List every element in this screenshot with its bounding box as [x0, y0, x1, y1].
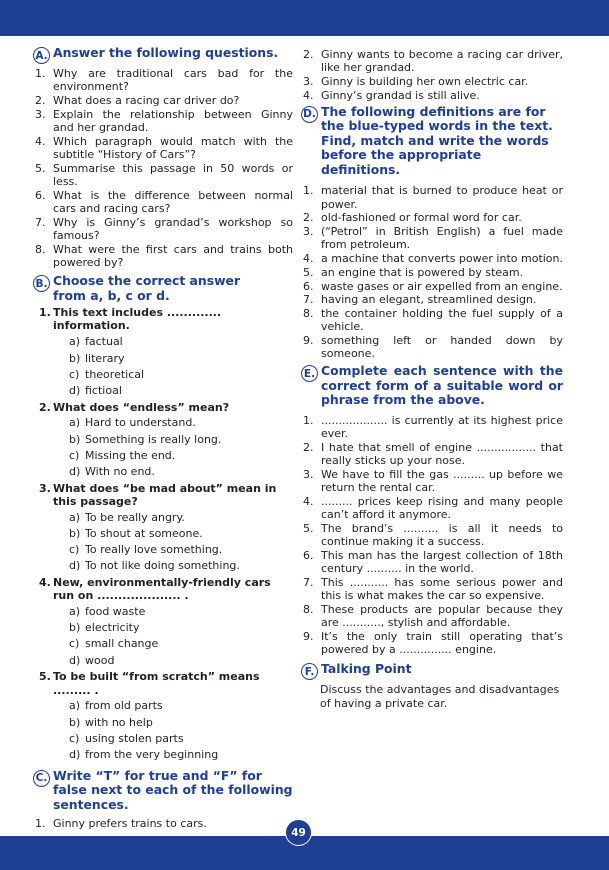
mcq-question: 1. This text includes ............. information.: [39, 306, 222, 333]
section-b-heading: [33, 274, 293, 303]
list-item: 6. What is the difference between normal cars and racing cars?: [35, 188, 293, 215]
list-item: 5. an engine that is powered by steam.: [303, 265, 524, 279]
section-a-title: Answer the following questions.: [53, 45, 279, 60]
mcq-question: 3. What does “be mad about” mean in this passage?: [39, 481, 277, 508]
list-item: 7. This ........... has some serious power and this is what makes the car so expensive.: [303, 575, 563, 603]
mcq-option: d) With no end.: [69, 464, 155, 478]
mcq-option: b) To shout at someone.: [69, 526, 203, 540]
mcq-option: a) from old parts: [69, 699, 163, 713]
list-item: 4. a machine that converts power into motion.: [303, 252, 564, 266]
section-e-sentences: [301, 414, 563, 656]
list-item: 4. Which paragraph would match with the subtitle “History of Cars”?: [35, 134, 293, 161]
mcq-option: d) wood: [69, 653, 115, 667]
list-item: 1. material that is burned to produce heat or power.: [303, 184, 563, 211]
list-item: 2. I hate that smell of engine ................. that really sticks up your nose.: [303, 440, 563, 468]
mcq-option: b) with no help: [69, 715, 153, 729]
list-item: 1. Why are traditional cars bad for the environment?: [35, 67, 293, 94]
list-item: 3. Ginny is building her own electric car.: [303, 74, 529, 88]
mcq-option: c) using stolen parts: [69, 731, 184, 745]
mcq-option: b) electricity: [69, 621, 140, 635]
section-c-statements-continued: [301, 48, 563, 102]
list-item: 8. the container holding the fuel supply of a vehicle.: [303, 306, 563, 334]
list-item: 7. Why is Ginny’s grandad’s workshop so famous?: [35, 215, 293, 242]
section-b-badge: B.: [33, 275, 50, 292]
section-d-badge: D.: [301, 106, 318, 123]
section-c-statements: [33, 817, 293, 830]
section-a-heading: [33, 46, 293, 64]
mcq-option: a) To be really angry.: [69, 510, 185, 524]
list-item: 1. Ginny prefers trains to cars.: [35, 817, 207, 831]
section-e-badge: E.: [301, 365, 318, 382]
mcq-option: c) To really love something.: [69, 543, 223, 557]
mcq-option: d) fictioal: [69, 383, 122, 397]
mcq-question: 2. What does “endless” mean?: [39, 400, 230, 414]
mcq-option: d) To not like doing something.: [69, 559, 240, 573]
header-band: [0, 0, 609, 36]
list-item: 6. waste gases or air expelled from an engine.: [303, 279, 563, 293]
page-number: 49: [285, 819, 312, 846]
list-item: 2. What does a racing car driver do?: [35, 93, 240, 107]
section-d-definitions: [301, 184, 563, 360]
list-item: 3. We have to fill the gas ......... up before we return the rental car.: [303, 467, 563, 495]
list-item: 8. What were the first cars and trains both powered by?: [35, 242, 293, 269]
list-item: 3. Explain the relationship between Ginny and her grandad.: [35, 107, 293, 134]
list-item: 2. old-fashioned or formal word for car.: [303, 211, 522, 225]
list-item: 2. Ginny wants to become a racing car driver, like her grandad.: [303, 48, 563, 75]
mcq-option: d) from the very beginning: [69, 748, 219, 762]
mcq-option: c) small change: [69, 637, 159, 651]
list-item: 3. (“Petrol” in British English) a fuel made from petroleum.: [303, 225, 563, 252]
mcq-option: a) Hard to understand.: [69, 416, 196, 430]
mcq-option: b) Something is really long.: [69, 432, 222, 446]
section-d-heading: [301, 105, 563, 178]
section-f-title: Talking Point: [321, 661, 412, 677]
list-item: 1. ................... is currently at its highest price ever.: [303, 413, 563, 441]
mcq-option: a) food waste: [69, 605, 146, 619]
mcq-option: b) literary: [69, 351, 125, 365]
list-item: 6. This man has the largest collection of 18th century .......... in the world.: [303, 548, 563, 576]
list-item: 4. ......... prices keep rising and many people can’t afford it anymore.: [303, 494, 563, 522]
section-f-badge: F.: [301, 663, 318, 680]
section-f-text: Discuss the advantages and disadvantages of having a private car.: [320, 683, 560, 710]
mcq-option: c) theoretical: [69, 367, 145, 381]
section-d-title: The following definitions are for the blue-typed words in the text. Find, match and write the words before the appropriate definitions.: [321, 103, 553, 177]
list-item: 5. Summarise this passage in 50 words or less.: [35, 161, 293, 188]
right-column: [301, 46, 563, 710]
list-item: 8. These products are popular because they are ..........., stylish and affordable.: [303, 602, 563, 630]
section-b-questions: [33, 306, 293, 761]
mcq-option: a) factual: [69, 335, 123, 349]
list-item: 7. having an elegant, streamlined design.: [303, 293, 537, 307]
section-f-heading: [301, 662, 563, 680]
mcq-question: 5. To be built “from scratch” means ......... .: [39, 670, 260, 697]
section-b-title: Choose the correct answer from a, b, c or d.: [53, 273, 241, 303]
mcq-option: c) Missing the end.: [69, 448, 176, 462]
section-e-heading: [301, 364, 563, 408]
list-item: 9. something left or handed down by someone.: [303, 333, 563, 361]
section-e-title: Complete each sentence with the correct form of a suitable word or phrase from the above.: [321, 363, 563, 408]
list-item: 5. The brand’s .......... is all it needs to continue making it a success.: [303, 521, 563, 549]
list-item: 9. It’s the only train still operating that’s powered by a ............... engine.: [303, 629, 563, 657]
mcq-question: 4. New, environmentally-friendly cars run on .................... .: [39, 575, 271, 603]
list-item: 4. Ginny’s grandad is still alive.: [303, 88, 480, 102]
section-c-heading: [33, 769, 293, 813]
left-column: [33, 46, 293, 833]
section-c-title: Write “T” for true and “F” for false next to each of the following sentences.: [53, 767, 293, 812]
section-a-badge: A.: [33, 47, 50, 64]
section-a-questions: [33, 67, 293, 269]
section-c-badge: C.: [33, 770, 50, 787]
